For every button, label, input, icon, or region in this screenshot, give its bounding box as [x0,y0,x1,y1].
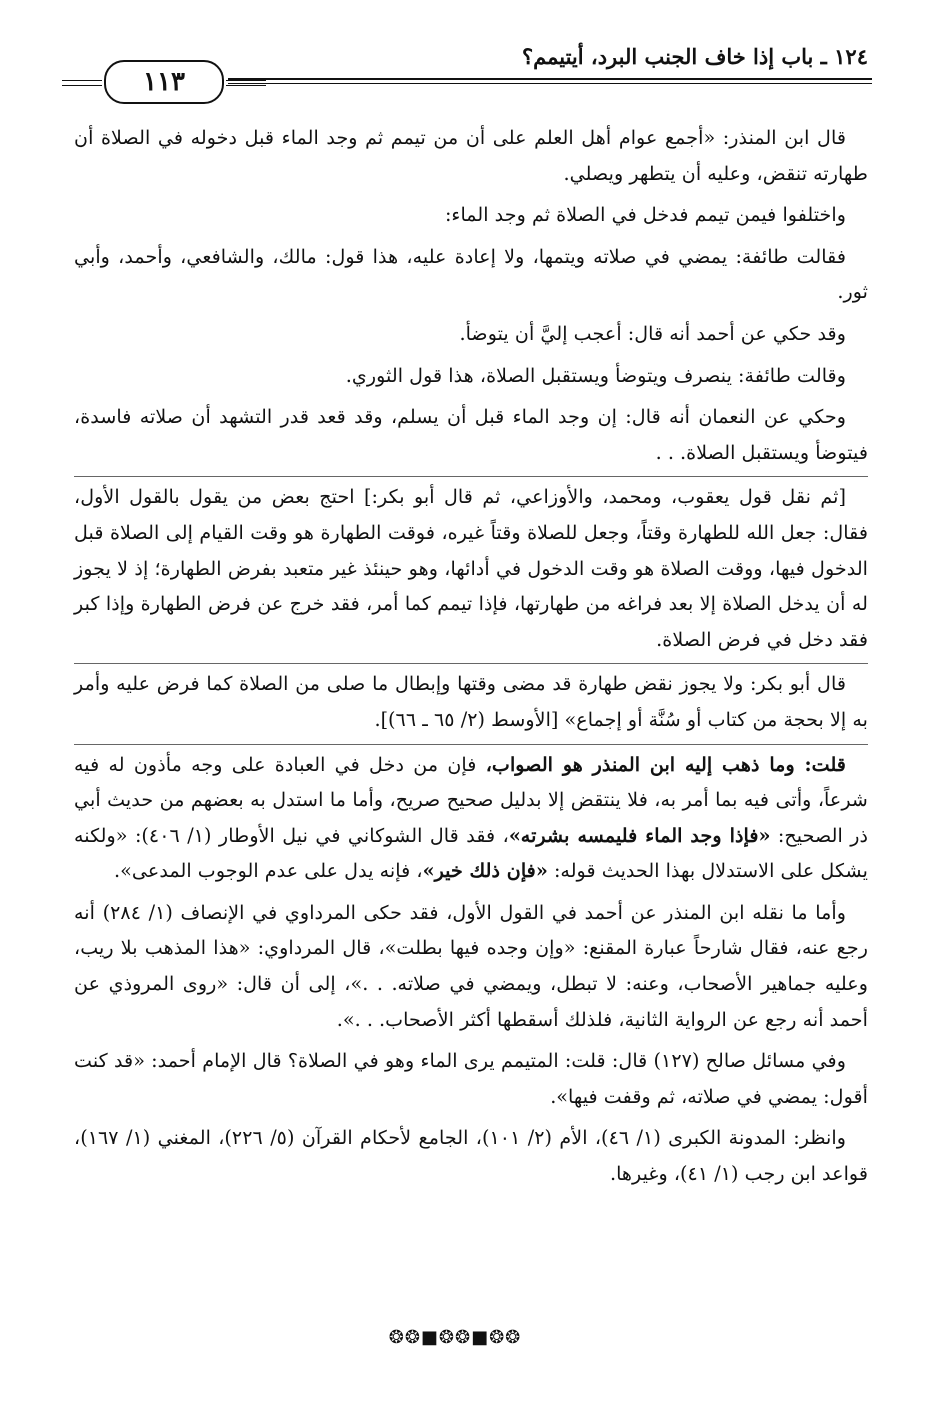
paragraph: قال أبو بكر: ولا يجوز نقض طهارة قد مضى وقتها وإبطال ما صلى من الصلاة كما فرض عليه وأمر به إلا بحجة من كتاب أو سُنَّة أو إجماع» [الأوسط (٢/ ٦٥ ـ ٦٦)]. [74,663,868,737]
qult-text: ، فإنه يدل على عدم الوجوب المدعى». [114,859,423,883]
paragraph: وانظر: المدونة الكبرى (١/ ٤٦)، الأم (٢/ ١٠١)، الجامع لأحكام القرآن (٥/ ٢٢٦)، المغني (١/ ١٦٧)، قواعد ابن رجب (١/ ٤١)، وغيرها. [74,1126,868,1186]
hadith-quote: «فإن ذلك خير» [422,859,548,883]
hadith-quote: «فإذا وجد الماء فليمسه بشرته» [508,823,771,847]
qult-text: ، فقد قال الشوكاني في نيل الأوطار (١/ ٤٠٦): «ولكنه يشكل على الاستدلال بهذا الحديث قوله: [74,823,868,883]
qult-text: فإن من دخل في العبادة على وجه مأذون له فيه شرعاً، وأتى فيه بما أمر به، فلا ينتقض إلا بدليل صحيح صريح، وأما ما استدل به بعضهم من حديث أبي ذر الصحيح: [74,752,869,847]
paragraph: فقالت طائفة: يمضي في صلاته ويتمها، ولا إعادة عليه، هذا قول: مالك، والشافعي، وأحمد، وأبي ثور. [74,244,868,304]
page-body [74,120,868,1198]
paragraph: وأما ما نقله ابن المنذر عن أحمد في القول الأول، فقد حكى المرداوي في الإنصاف (١/ ٢٨٤) أنه رجع عنه، فقال شارحاً عبارة المقنع: «وإن وجده فيها بطلت»، قال المرداوي: «هذا المذهب بلا ريب، وعليه جماهير الأصحاب، وعنه: لا تبطل، ويمضي في صلاته. . .»، إلى أن قال: «روى المروذي عن أحمد أنه رجع عن الرواية الثانية، فلذلك أسقطها أكثر الأصحاب. . .». [74,900,868,1031]
paragraph: وحكي عن النعمان أنه قال: إن وجد الماء قبل أن يسلم، وقد قعد قدر التشهد أن صلاته فاسدة، فيتوضأ ويستقبل الصلاة. . . [74,405,868,464]
paragraph: وقد حكي عن أحمد أنه قال: أعجب إليَّ أن يتوضأ. [459,321,846,345]
page-number-badge: ١١٣ [104,60,224,104]
paragraph: قال ابن المنذر: «أجمع عوام أهل العلم على أن من تيمم ثم وجد الماء قبل دخوله في الصلاة أن طهارته تنقض، وعليه أن يتطهر ويصلي. [74,126,868,185]
paragraph: واختلفوا فيمن تيمم فدخل في الصلاة ثم وجد الماء: [444,203,846,227]
header-rule [228,78,872,84]
qult-lead: قلت: وما ذهب إليه ابن المنذر هو الصواب، [485,752,846,776]
end-ornament: ❂❂■❂❂■❂❂ [388,1326,522,1348]
paragraph: [ثم نقل قول يعقوب، ومحمد، والأوزاعي، ثم قال أبو بكر:] احتج بعض من يقول بالقول الأول، فقال: جعل الله للطهارة وقتاً، وجعل للصلاة وقتاً غيره، فوقت الطهارة هو وقت القيام إلى الصلاة قبل الدخول فيها، ووقت الصلاة هو وقت الدخول في أدائها، وهو حينئذ غير متعبد بفرض الطهارة؛ إذ لا يجوز له أن يدخل الصلاة إلا بعد فراغه من طهارتها، فإذا تيمم كما أمر، فقد خرج عن فرض الطهارة وإذا كبر فقد دخل في فرض الصلاة. [74,476,868,657]
page-header [60,38,872,108]
paragraph: وقالت طائفة: ينصرف ويتوضأ ويستقبل الصلاة، هذا قول الثوري. [345,363,846,387]
running-title: ١٢٤ ـ باب إذا خاف الجنب البرد، أيتيمم؟ [521,44,868,69]
paragraph: وفي مسائل صالح (١٢٧) قال: قلت: المتيمم يرى الماء وهو في الصلاة؟ قال الإمام أحمد: «قد كنت أقول: يمضي في صلاته، ثم وقفت فيها». [74,1049,868,1108]
qult-paragraph [74,744,868,889]
